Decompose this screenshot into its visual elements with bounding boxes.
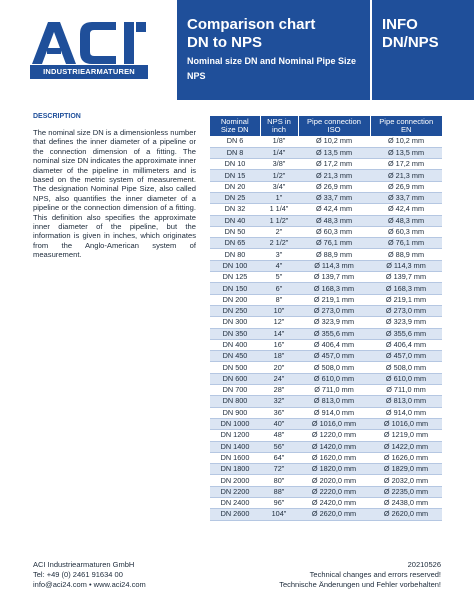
cell-nps: 80" xyxy=(260,475,298,486)
header-nps-line2: inch xyxy=(272,125,286,134)
description-text: The nominal size DN is a dimensionless number that defines the inner diameter of a pipeline or the connection dimension of a fitting. The nominal size DN indicates the approximate inner diameter of the pipeline in millimeters and is based on the metric system of measurement. The designation Nominal Pipe Size, also called NPS, also quantifies the inner diameter of a pipeline or the connection dimension of a fitting. This definition also specifies the approximate inner diameter of the pipeline, but the information is given in inches, which originates from the Anglo-American system of measurement. xyxy=(33,128,196,260)
cell-dn: DN 20 xyxy=(210,181,260,192)
table-row xyxy=(210,362,442,373)
cell-en: Ø 2620,0 mm xyxy=(370,509,442,520)
cell-en: Ø 355,6 mm xyxy=(370,328,442,339)
cell-dn: DN 2600 xyxy=(210,509,260,520)
header-iso xyxy=(298,116,370,136)
footer-email-web: info@aci24.com • www.aci24.com xyxy=(33,580,146,589)
table-row xyxy=(210,441,442,452)
cell-nps: 14" xyxy=(260,328,298,339)
table-row xyxy=(210,509,442,520)
table-row xyxy=(210,260,442,271)
cell-en: Ø 33,7 mm xyxy=(370,192,442,203)
cell-nps: 6" xyxy=(260,283,298,294)
table-row xyxy=(210,283,442,294)
cell-iso: Ø 323,9 mm xyxy=(298,317,370,328)
cell-dn: DN 450 xyxy=(210,351,260,362)
cell-en: Ø 10,2 mm xyxy=(370,136,442,147)
cell-nps: 12" xyxy=(260,317,298,328)
cell-dn: DN 2400 xyxy=(210,498,260,509)
cell-dn: DN 250 xyxy=(210,305,260,316)
table-row xyxy=(210,373,442,384)
header-dn-line2: Size DN xyxy=(220,125,249,134)
page-title: Comparison chart xyxy=(187,16,316,33)
cell-dn: DN 10 xyxy=(210,159,260,170)
cell-en: Ø 76,1 mm xyxy=(370,238,442,249)
cell-en: Ø 2235,0 mm xyxy=(370,486,442,497)
footer-company: ACI Industriearmaturen GmbH xyxy=(33,560,135,569)
cell-iso: Ø 813,0 mm xyxy=(298,396,370,407)
cell-nps: 24" xyxy=(260,373,298,384)
cell-en: Ø 1829,0 mm xyxy=(370,464,442,475)
table-row xyxy=(210,475,442,486)
cell-en: Ø 813,0 mm xyxy=(370,396,442,407)
cell-iso: Ø 457,0 mm xyxy=(298,351,370,362)
cell-iso: Ø 355,6 mm xyxy=(298,328,370,339)
cell-nps: 2" xyxy=(260,226,298,237)
cell-iso: Ø 2220,0 mm xyxy=(298,486,370,497)
table-row xyxy=(210,452,442,463)
cell-dn: DN 700 xyxy=(210,385,260,396)
cell-iso: Ø 508,0 mm xyxy=(298,362,370,373)
cell-en: Ø 88,9 mm xyxy=(370,249,442,260)
cell-dn: DN 8 xyxy=(210,147,260,158)
cell-nps: 3" xyxy=(260,249,298,260)
cell-dn: DN 80 xyxy=(210,249,260,260)
aci-logo-mark xyxy=(30,20,148,64)
cell-iso: Ø 914,0 mm xyxy=(298,407,370,418)
cell-en: Ø 2438,0 mm xyxy=(370,498,442,509)
footer-phone: Tel: +49 (0) 2461 91634 00 xyxy=(33,570,123,579)
cell-nps: 72" xyxy=(260,464,298,475)
table-row xyxy=(210,238,442,249)
cell-dn: DN 32 xyxy=(210,204,260,215)
cell-en: Ø 139,7 mm xyxy=(370,272,442,283)
cell-dn: DN 25 xyxy=(210,192,260,203)
cell-en: Ø 1016,0 mm xyxy=(370,418,442,429)
cell-nps: 5" xyxy=(260,272,298,283)
cell-iso: Ø 168,3 mm xyxy=(298,283,370,294)
footer-notes xyxy=(279,560,441,590)
table-row xyxy=(210,486,442,497)
table-header-row xyxy=(210,116,442,136)
info-block xyxy=(372,0,474,100)
cell-dn: DN 500 xyxy=(210,362,260,373)
logo xyxy=(0,0,177,100)
cell-dn: DN 400 xyxy=(210,339,260,350)
table-row xyxy=(210,317,442,328)
footer-disclaimer-de: Technische Änderungen und Fehler vorbehalten! xyxy=(279,580,441,589)
cell-en: Ø 711,0 mm xyxy=(370,385,442,396)
cell-nps: 10" xyxy=(260,305,298,316)
cell-iso: Ø 1820,0 mm xyxy=(298,464,370,475)
cell-iso: Ø 114,3 mm xyxy=(298,260,370,271)
cell-iso: Ø 76,1 mm xyxy=(298,238,370,249)
cell-dn: DN 150 xyxy=(210,283,260,294)
table-row xyxy=(210,249,442,260)
cell-en: Ø 1626,0 mm xyxy=(370,452,442,463)
cell-dn: DN 65 xyxy=(210,238,260,249)
table-row xyxy=(210,147,442,158)
cell-iso: Ø 1420,0 mm xyxy=(298,441,370,452)
cell-iso: Ø 711,0 mm xyxy=(298,385,370,396)
page-subtitle: Nominal size DN and Nominal Pipe Size xyxy=(187,56,357,66)
logo-subtitle: INDUSTRIEARMATUREN xyxy=(30,65,148,79)
cell-nps: 96" xyxy=(260,498,298,509)
cell-dn: DN 2200 xyxy=(210,486,260,497)
table-row xyxy=(210,339,442,350)
cell-en: Ø 168,3 mm xyxy=(370,283,442,294)
header-en-line1: Pipe connection xyxy=(379,116,434,126)
table-row xyxy=(210,192,442,203)
cell-nps: 2 1/2" xyxy=(260,238,298,249)
table-row xyxy=(210,204,442,215)
page-title-line2: DN to NPS xyxy=(187,34,262,51)
header-dn-line1: Nominal xyxy=(220,116,249,126)
header-nps xyxy=(260,116,298,136)
cell-dn: DN 40 xyxy=(210,215,260,226)
cell-dn: DN 100 xyxy=(210,260,260,271)
table-row xyxy=(210,226,442,237)
footer-contact xyxy=(33,560,146,590)
cell-en: Ø 219,1 mm xyxy=(370,294,442,305)
cell-iso: Ø 60,3 mm xyxy=(298,226,370,237)
table-row xyxy=(210,272,442,283)
cell-nps: 104" xyxy=(260,509,298,520)
cell-en: Ø 60,3 mm xyxy=(370,226,442,237)
cell-en: Ø 13,5 mm xyxy=(370,147,442,158)
cell-iso: Ø 2420,0 mm xyxy=(298,498,370,509)
cell-dn: DN 800 xyxy=(210,396,260,407)
cell-nps: 56" xyxy=(260,441,298,452)
header-dn xyxy=(210,116,260,136)
cell-en: Ø 323,9 mm xyxy=(370,317,442,328)
cell-nps: 20" xyxy=(260,362,298,373)
cell-iso: Ø 13,5 mm xyxy=(298,147,370,158)
cell-nps: 1 1/2" xyxy=(260,215,298,226)
cell-iso: Ø 21,3 mm xyxy=(298,170,370,181)
cell-nps: 1/4" xyxy=(260,147,298,158)
cell-dn: DN 1800 xyxy=(210,464,260,475)
table-row xyxy=(210,385,442,396)
cell-nps: 8" xyxy=(260,294,298,305)
cell-en: Ø 42,4 mm xyxy=(370,204,442,215)
cell-dn: DN 900 xyxy=(210,407,260,418)
cell-iso: Ø 48,3 mm xyxy=(298,215,370,226)
table-row xyxy=(210,351,442,362)
cell-en: Ø 114,3 mm xyxy=(370,260,442,271)
cell-dn: DN 2000 xyxy=(210,475,260,486)
table-row xyxy=(210,464,442,475)
cell-iso: Ø 610,0 mm xyxy=(298,373,370,384)
table-row xyxy=(210,430,442,441)
cell-nps: 64" xyxy=(260,452,298,463)
cell-en: Ø 21,3 mm xyxy=(370,170,442,181)
cell-nps: 36" xyxy=(260,407,298,418)
cell-dn: DN 300 xyxy=(210,317,260,328)
cell-dn: DN 125 xyxy=(210,272,260,283)
table-row xyxy=(210,407,442,418)
cell-iso: Ø 88,9 mm xyxy=(298,249,370,260)
cell-en: Ø 2032,0 mm xyxy=(370,475,442,486)
footer-date-code: 20210526 xyxy=(407,560,441,569)
cell-nps: 1" xyxy=(260,192,298,203)
table-row xyxy=(210,305,442,316)
cell-nps: 16" xyxy=(260,339,298,350)
cell-en: Ø 406,4 mm xyxy=(370,339,442,350)
header-en-line2: EN xyxy=(400,125,412,134)
table-row xyxy=(210,215,442,226)
page-header xyxy=(0,0,474,100)
cell-iso: Ø 219,1 mm xyxy=(298,294,370,305)
cell-dn: DN 1400 xyxy=(210,441,260,452)
header-en xyxy=(370,116,442,136)
cell-nps: 3/4" xyxy=(260,181,298,192)
cell-dn: DN 1600 xyxy=(210,452,260,463)
cell-iso: Ø 1620,0 mm xyxy=(298,452,370,463)
cell-iso: Ø 1016,0 mm xyxy=(298,418,370,429)
cell-dn: DN 50 xyxy=(210,226,260,237)
cell-nps: 1 1/4" xyxy=(260,204,298,215)
table-row xyxy=(210,181,442,192)
cell-iso: Ø 406,4 mm xyxy=(298,339,370,350)
header-nps-line1: NPS in xyxy=(267,116,291,126)
cell-dn: DN 1000 xyxy=(210,418,260,429)
cell-iso: Ø 139,7 mm xyxy=(298,272,370,283)
cell-nps: 1/2" xyxy=(260,170,298,181)
description-heading: DESCRIPTION xyxy=(33,113,81,120)
cell-iso: Ø 42,4 mm xyxy=(298,204,370,215)
cell-iso: Ø 26,9 mm xyxy=(298,181,370,192)
table-row xyxy=(210,498,442,509)
page-subtitle-line2: NPS xyxy=(187,71,206,81)
cell-iso: Ø 2020,0 mm xyxy=(298,475,370,486)
header-iso-line2: ISO xyxy=(327,125,341,134)
cell-en: Ø 1219,0 mm xyxy=(370,430,442,441)
table-row xyxy=(210,396,442,407)
cell-en: Ø 1422,0 mm xyxy=(370,441,442,452)
cell-nps: 4" xyxy=(260,260,298,271)
table-row xyxy=(210,294,442,305)
cell-en: Ø 508,0 mm xyxy=(370,362,442,373)
cell-en: Ø 610,0 mm xyxy=(370,373,442,384)
cell-dn: DN 600 xyxy=(210,373,260,384)
cell-dn: DN 1200 xyxy=(210,430,260,441)
info-label: INFO xyxy=(382,16,418,33)
cell-en: Ø 48,3 mm xyxy=(370,215,442,226)
info-code: DN/NPS xyxy=(382,34,439,51)
table-row xyxy=(210,418,442,429)
title-block xyxy=(177,0,370,100)
cell-iso: Ø 17,2 mm xyxy=(298,159,370,170)
cell-nps: 88" xyxy=(260,486,298,497)
cell-nps: 18" xyxy=(260,351,298,362)
cell-iso: Ø 2620,0 mm xyxy=(298,509,370,520)
cell-nps: 1/8" xyxy=(260,136,298,147)
cell-dn: DN 15 xyxy=(210,170,260,181)
cell-iso: Ø 10,2 mm xyxy=(298,136,370,147)
cell-nps: 32" xyxy=(260,396,298,407)
cell-en: Ø 17,2 mm xyxy=(370,159,442,170)
cell-dn: DN 200 xyxy=(210,294,260,305)
cell-en: Ø 26,9 mm xyxy=(370,181,442,192)
cell-nps: 28" xyxy=(260,385,298,396)
cell-dn: DN 350 xyxy=(210,328,260,339)
footer-disclaimer-en: Technical changes and errors reserved! xyxy=(309,570,441,579)
cell-iso: Ø 33,7 mm xyxy=(298,192,370,203)
table-row xyxy=(210,170,442,181)
description-section xyxy=(33,113,196,260)
table-row xyxy=(210,159,442,170)
cell-en: Ø 273,0 mm xyxy=(370,305,442,316)
cell-iso: Ø 1220,0 mm xyxy=(298,430,370,441)
comparison-table xyxy=(210,116,442,521)
cell-en: Ø 457,0 mm xyxy=(370,351,442,362)
table-row xyxy=(210,136,442,147)
cell-iso: Ø 273,0 mm xyxy=(298,305,370,316)
table-body xyxy=(210,136,442,520)
cell-dn: DN 6 xyxy=(210,136,260,147)
cell-en: Ø 914,0 mm xyxy=(370,407,442,418)
cell-nps: 40" xyxy=(260,418,298,429)
cell-nps: 3/8" xyxy=(260,159,298,170)
table-row xyxy=(210,328,442,339)
header-iso-line1: Pipe connection xyxy=(306,116,362,126)
cell-nps: 48" xyxy=(260,430,298,441)
